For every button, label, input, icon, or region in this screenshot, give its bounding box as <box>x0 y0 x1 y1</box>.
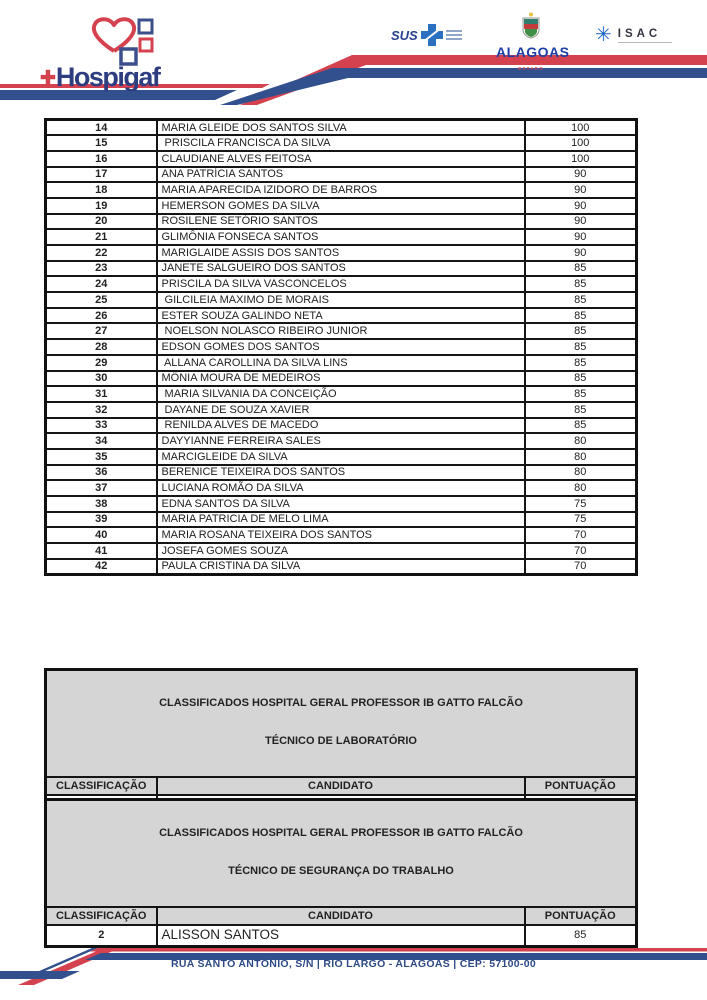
name-cell: CLAUDIANE ALVES FEITOSA <box>157 151 525 167</box>
sus-smallprint-lines <box>446 30 462 40</box>
score-cell: 90 <box>525 214 637 230</box>
name-cell: MARCIGLEIDE DA SILVA <box>157 449 525 465</box>
score-cell: 85 <box>525 402 637 418</box>
table-title-row <box>46 800 637 908</box>
score-cell: 100 <box>525 151 637 167</box>
table-row <box>46 151 637 167</box>
table-row <box>46 512 637 528</box>
rank-cell: 42 <box>46 559 157 575</box>
table-row <box>46 120 637 136</box>
score-cell: 70 <box>525 527 637 543</box>
name-cell: PRISCILA DA SILVA VASCONCELOS <box>157 276 525 292</box>
rank-cell: 28 <box>46 339 157 355</box>
sus-wordmark: SUS <box>391 27 418 43</box>
table-header-row <box>46 907 637 925</box>
table-title-line1: CLASSIFICADOS HOSPITAL GERAL PROFESSOR IB GATTO FALCÃO <box>159 827 523 840</box>
footer-address: RUA SANTO ANTÔNIO, S/N | RIO LARGO - ALAGOAS | CEP: 57100-00 <box>171 958 536 970</box>
name-cell: MARIA PATRICIA DE MELO LIMA <box>157 512 525 528</box>
rank-cell: 21 <box>46 229 157 245</box>
rank-cell: 17 <box>46 167 157 183</box>
table-row <box>46 496 637 512</box>
rank-cell: 30 <box>46 371 157 387</box>
score-cell: 85 <box>525 292 637 308</box>
table-row <box>46 198 637 214</box>
hospigaf-cross-icon: ✚ <box>40 68 56 89</box>
name-cell: LUCIANA ROMÃO DA SILVA <box>157 480 525 496</box>
name-cell: EDSON GOMES DOS SANTOS <box>157 339 525 355</box>
score-cell: 90 <box>525 182 637 198</box>
score-cell: 85 <box>525 308 637 324</box>
name-cell: GLIMÔNIA FONSECA SANTOS <box>157 229 525 245</box>
rank-cell: 36 <box>46 465 157 481</box>
rank-cell: 38 <box>46 496 157 512</box>
score-cell: 80 <box>525 480 637 496</box>
table-row <box>46 402 637 418</box>
score-cell: 85 <box>525 323 637 339</box>
table-row <box>46 214 637 230</box>
score-cell: 75 <box>525 496 637 512</box>
score-cell: 85 <box>525 418 637 434</box>
rank-cell: 22 <box>46 245 157 261</box>
score-cell: 90 <box>525 229 637 245</box>
name-cell: PAULA CRISTINA DA SILVA <box>157 559 525 575</box>
name-cell: ALISSON SANTOS <box>157 925 525 946</box>
table-row <box>46 480 637 496</box>
hospigaf-wordmark: Hospigaf <box>55 62 160 92</box>
rank-cell: 14 <box>46 120 157 136</box>
hospigaf-logo <box>40 10 210 95</box>
rank-cell: 40 <box>46 527 157 543</box>
name-cell: PRISCILA FRANCISCA DA SILVA <box>157 135 525 151</box>
rank-cell: 20 <box>46 214 157 230</box>
table-row <box>46 167 637 183</box>
score-cell: 100 <box>525 135 637 151</box>
rank-cell: 18 <box>46 182 157 198</box>
name-cell: MARIA SILVANIA DA CONCEIÇÃO <box>157 386 525 402</box>
header-classificacao: CLASSIFICAÇÃO <box>46 907 157 925</box>
table-row <box>46 543 637 559</box>
name-cell: GILCILEIA MAXIMO DE MORAIS <box>157 292 525 308</box>
name-cell: RENILDA ALVES DE MACEDO <box>157 418 525 434</box>
table-row <box>46 292 637 308</box>
name-cell: MÔNIA MOURA DE MEDEIROS <box>157 371 525 387</box>
table-row <box>46 355 637 371</box>
table-row <box>46 276 637 292</box>
score-cell: 85 <box>525 339 637 355</box>
score-cell: 70 <box>525 543 637 559</box>
table-title-line1: CLASSIFICADOS HOSPITAL GERAL PROFESSOR IB GATTO FALCÃO <box>159 697 523 710</box>
table-row <box>46 433 637 449</box>
classification-table-continuation <box>44 118 638 576</box>
table-row <box>46 418 637 434</box>
name-cell: MARIA GLEIDE DOS SANTOS SILVA <box>157 120 525 136</box>
table-row <box>46 229 637 245</box>
score-cell: 85 <box>525 386 637 402</box>
header-candidato: CANDIDATO <box>157 907 525 925</box>
header-classificacao: CLASSIFICAÇÃO <box>46 777 157 795</box>
rank-cell: 16 <box>46 151 157 167</box>
name-cell: ESTER SOUZA GALINDO NETA <box>157 308 525 324</box>
table-row <box>46 261 637 277</box>
table-title-row <box>46 670 637 778</box>
rank-cell: 32 <box>46 402 157 418</box>
score-cell: 85 <box>525 261 637 277</box>
table-row <box>46 135 637 151</box>
score-cell: 80 <box>525 433 637 449</box>
header-candidato: CANDIDATO <box>157 777 525 795</box>
header-pontuacao: PONTUAÇÃO <box>525 777 637 795</box>
table-row <box>46 527 637 543</box>
table-title <box>46 670 637 778</box>
name-cell: JANETE SALGUEIRO DOS SANTOS <box>157 261 525 277</box>
name-cell: ALLANA CAROLLINA DA SILVA LINS <box>157 355 525 371</box>
name-cell: BERENICE TEIXEIRA DOS SANTOS <box>157 465 525 481</box>
isac-smallprint-line <box>618 42 672 43</box>
rank-cell: 37 <box>46 480 157 496</box>
score-cell: 90 <box>525 198 637 214</box>
alagoas-crest-icon <box>519 12 543 40</box>
score-cell: 85 <box>525 371 637 387</box>
alagoas-logo <box>496 12 570 71</box>
name-cell: MARIA APARECIDA IZIDORO DE BARROS <box>157 182 525 198</box>
score-cell: 85 <box>525 276 637 292</box>
table-row <box>46 308 637 324</box>
table-row <box>46 559 637 575</box>
name-cell: ANA PATRÍCIA SANTOS <box>157 167 525 183</box>
name-cell: DAYYIANNE FERREIRA SALES <box>157 433 525 449</box>
table-title-line2: TÉCNICO DE LABORATÓRIO <box>265 735 417 748</box>
name-cell: DAYANE DE SOUZA XAVIER <box>157 402 525 418</box>
score-cell: 90 <box>525 245 637 261</box>
name-cell: MARIGLAIDE ASSIS DOS SANTOS <box>157 245 525 261</box>
isac-wordmark: ISAC <box>617 27 662 40</box>
work-safety-technician-table <box>44 798 638 948</box>
rank-cell: 27 <box>46 323 157 339</box>
table-row <box>46 386 637 402</box>
header-pontuacao: PONTUAÇÃO <box>525 907 637 925</box>
rank-cell: 2 <box>46 925 157 946</box>
name-cell: ROSILENE SETÓRIO SANTOS <box>157 214 525 230</box>
rank-cell: 25 <box>46 292 157 308</box>
table-header-row <box>46 777 637 795</box>
rank-cell: 24 <box>46 276 157 292</box>
score-cell: 90 <box>525 167 637 183</box>
score-cell: 80 <box>525 465 637 481</box>
alagoas-subtitle: GOVERNO DO ESTADO <box>509 60 553 71</box>
name-cell: MARIA ROSANA TEIXEIRA DOS SANTOS <box>157 527 525 543</box>
name-cell: EDNA SANTOS DA SILVA <box>157 496 525 512</box>
score-cell: 80 <box>525 449 637 465</box>
table-row <box>46 182 637 198</box>
score-cell: 85 <box>525 925 637 946</box>
rank-cell: 29 <box>46 355 157 371</box>
table-title <box>46 800 637 908</box>
rank-cell: 31 <box>46 386 157 402</box>
table-row <box>46 371 637 387</box>
score-cell: 100 <box>525 120 637 136</box>
score-cell: 70 <box>525 559 637 575</box>
rank-cell: 19 <box>46 198 157 214</box>
alagoas-wordmark: ALAGOAS <box>496 44 570 60</box>
rank-cell: 41 <box>46 543 157 559</box>
rank-cell: 33 <box>46 418 157 434</box>
rank-cell: 39 <box>46 512 157 528</box>
table-row <box>46 245 637 261</box>
name-cell: HEMERSON GOMES DA SILVA <box>157 198 525 214</box>
rank-cell: 34 <box>46 433 157 449</box>
name-cell: JOSEFA GOMES SOUZA <box>157 543 525 559</box>
sus-logo <box>391 24 462 46</box>
name-cell: NOELSON NOLASCO RIBEIRO JUNIOR <box>157 323 525 339</box>
table-row <box>46 465 637 481</box>
table-row <box>46 449 637 465</box>
rank-cell: 15 <box>46 135 157 151</box>
table-title-line2: TÉCNICO DE SEGURANÇA DO TRABALHO <box>228 865 454 878</box>
score-cell: 75 <box>525 512 637 528</box>
hospigaf-heart-icon <box>86 12 166 68</box>
rank-cell: 26 <box>46 308 157 324</box>
score-cell: 85 <box>525 355 637 371</box>
rank-cell: 35 <box>46 449 157 465</box>
rank-cell: 23 <box>46 261 157 277</box>
isac-logo <box>595 25 672 45</box>
table-row <box>46 339 637 355</box>
table-row <box>46 323 637 339</box>
sus-cross-icon <box>421 24 443 46</box>
isac-star-icon: ✳ <box>595 24 612 46</box>
